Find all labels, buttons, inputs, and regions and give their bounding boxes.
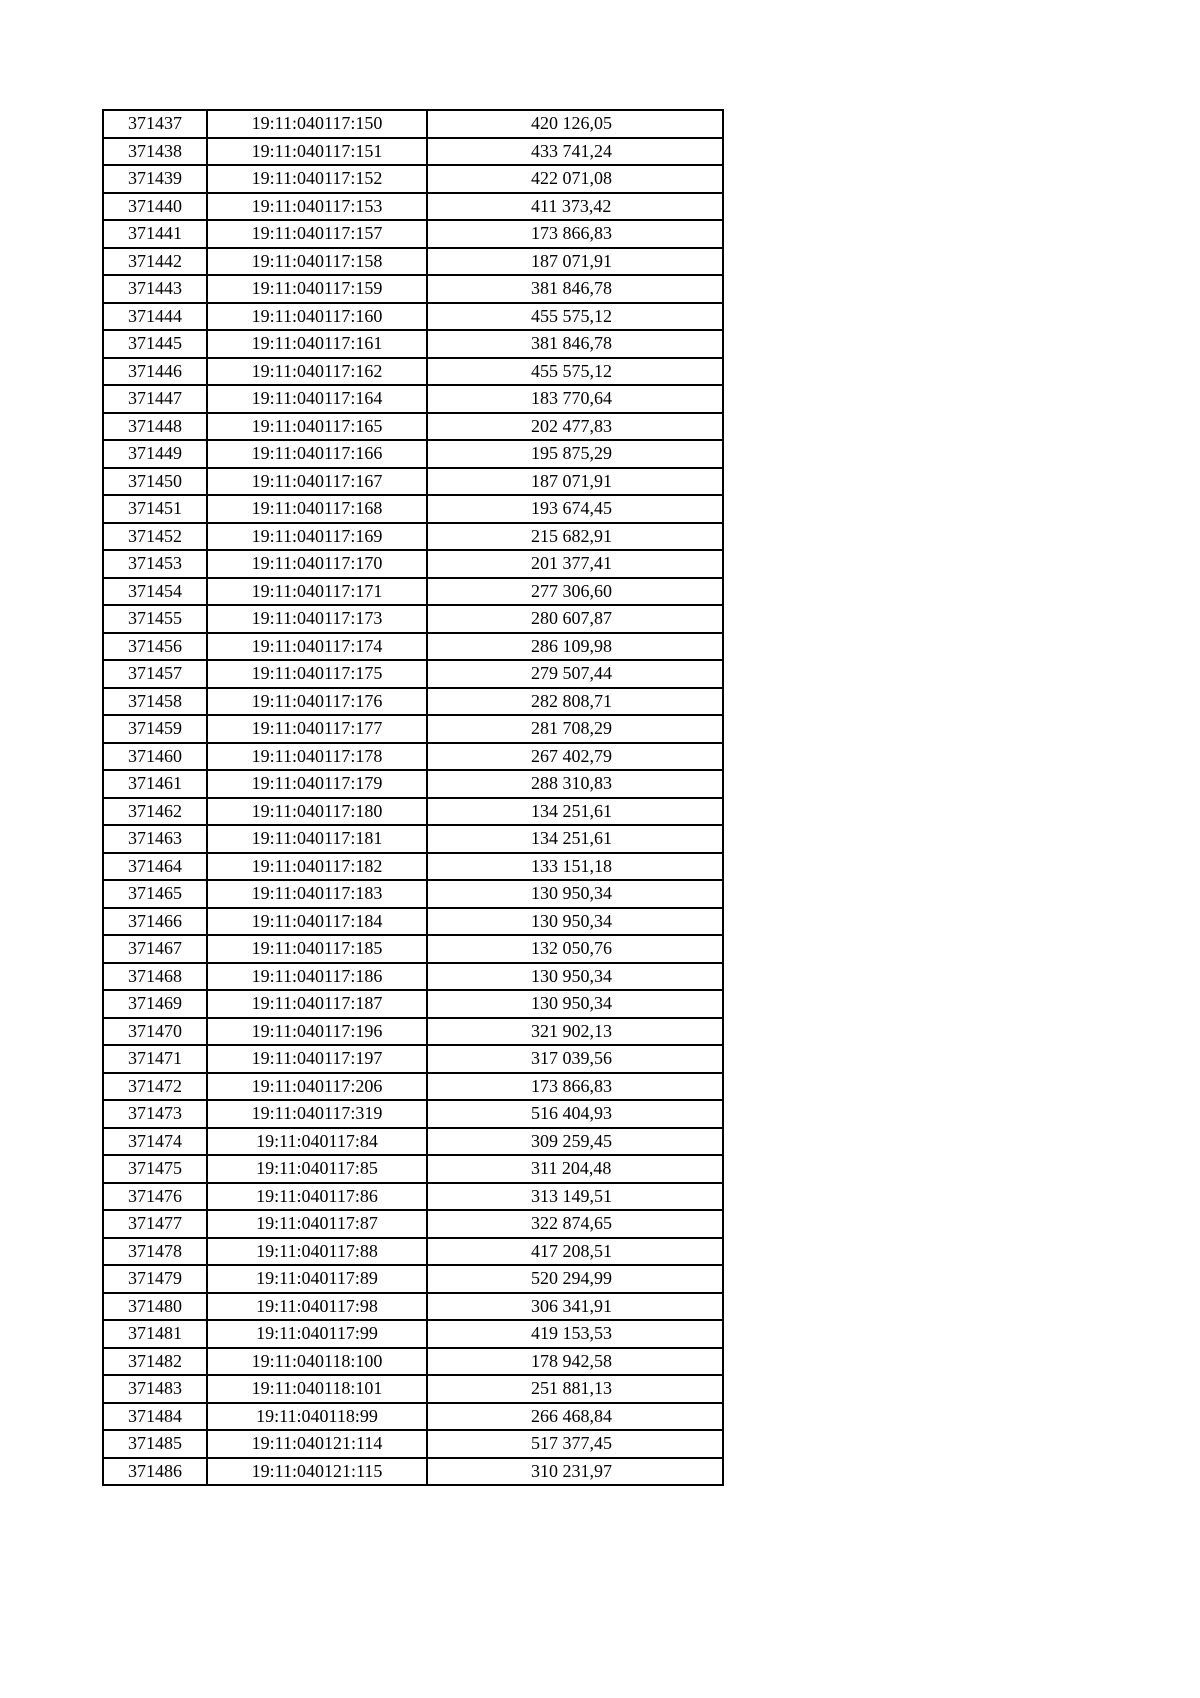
amount-cell: 130 950,34 [427, 908, 723, 936]
table-row [103, 550, 723, 578]
cadastral-number-cell: 19:11:040121:114 [207, 1430, 427, 1458]
table-row [103, 743, 723, 771]
table-row [103, 853, 723, 881]
cadastral-number-cell: 19:11:040117:180 [207, 798, 427, 826]
table-row [103, 688, 723, 716]
table-row [103, 1430, 723, 1458]
amount-cell: 134 251,61 [427, 798, 723, 826]
row-number-cell: 371446 [103, 358, 207, 386]
table-row [103, 990, 723, 1018]
row-number-cell: 371449 [103, 440, 207, 468]
amount-cell: 306 341,91 [427, 1293, 723, 1321]
cadastral-number-cell: 19:11:040117:175 [207, 660, 427, 688]
table-row [103, 468, 723, 496]
cadastral-number-cell: 19:11:040117:160 [207, 303, 427, 331]
row-number-cell: 371454 [103, 578, 207, 606]
cadastral-number-cell: 19:11:040117:169 [207, 523, 427, 551]
row-number-cell: 371461 [103, 770, 207, 798]
amount-cell: 417 208,51 [427, 1238, 723, 1266]
amount-cell: 279 507,44 [427, 660, 723, 688]
row-number-cell: 371484 [103, 1403, 207, 1431]
row-number-cell: 371448 [103, 413, 207, 441]
amount-cell: 195 875,29 [427, 440, 723, 468]
amount-cell: 517 377,45 [427, 1430, 723, 1458]
row-number-cell: 371478 [103, 1238, 207, 1266]
cadastral-number-cell: 19:11:040117:84 [207, 1128, 427, 1156]
table-row [103, 660, 723, 688]
table-row [103, 385, 723, 413]
row-number-cell: 371453 [103, 550, 207, 578]
table-row [103, 440, 723, 468]
row-number-cell: 371460 [103, 743, 207, 771]
amount-cell: 201 377,41 [427, 550, 723, 578]
table-body [103, 110, 723, 1485]
amount-cell: 516 404,93 [427, 1100, 723, 1128]
amount-cell: 321 902,13 [427, 1018, 723, 1046]
table-row [103, 1265, 723, 1293]
row-number-cell: 371452 [103, 523, 207, 551]
amount-cell: 134 251,61 [427, 825, 723, 853]
amount-cell: 381 846,78 [427, 330, 723, 358]
row-number-cell: 371458 [103, 688, 207, 716]
table-row [103, 825, 723, 853]
cadastral-number-cell: 19:11:040117:87 [207, 1210, 427, 1238]
amount-cell: 381 846,78 [427, 275, 723, 303]
cadastral-number-cell: 19:11:040117:174 [207, 633, 427, 661]
cadastral-number-cell: 19:11:040117:162 [207, 358, 427, 386]
amount-cell: 317 039,56 [427, 1045, 723, 1073]
amount-cell: 455 575,12 [427, 358, 723, 386]
table-row [103, 1100, 723, 1128]
cadastral-number-cell: 19:11:040117:181 [207, 825, 427, 853]
cadastral-number-cell: 19:11:040117:183 [207, 880, 427, 908]
table-row [103, 1045, 723, 1073]
cadastral-number-cell: 19:11:040117:150 [207, 110, 427, 138]
cadastral-number-cell: 19:11:040117:86 [207, 1183, 427, 1211]
amount-cell: 133 151,18 [427, 853, 723, 881]
row-number-cell: 371439 [103, 165, 207, 193]
amount-cell: 183 770,64 [427, 385, 723, 413]
cadastral-number-cell: 19:11:040117:196 [207, 1018, 427, 1046]
amount-cell: 281 708,29 [427, 715, 723, 743]
table-row [103, 1183, 723, 1211]
row-number-cell: 371462 [103, 798, 207, 826]
table-row [103, 963, 723, 991]
table-row [103, 1375, 723, 1403]
row-number-cell: 371486 [103, 1458, 207, 1486]
table-row [103, 770, 723, 798]
amount-cell: 178 942,58 [427, 1348, 723, 1376]
cadastral-number-cell: 19:11:040117:164 [207, 385, 427, 413]
table-row [103, 715, 723, 743]
cadastral-number-cell: 19:11:040117:197 [207, 1045, 427, 1073]
cadastral-number-cell: 19:11:040117:178 [207, 743, 427, 771]
table-row [103, 578, 723, 606]
amount-cell: 311 204,48 [427, 1155, 723, 1183]
amount-cell: 411 373,42 [427, 193, 723, 221]
amount-cell: 187 071,91 [427, 468, 723, 496]
table-row [103, 248, 723, 276]
table-row [103, 1320, 723, 1348]
table-row [103, 138, 723, 166]
amount-cell: 288 310,83 [427, 770, 723, 798]
amount-cell: 193 674,45 [427, 495, 723, 523]
cadastral-number-cell: 19:11:040117:170 [207, 550, 427, 578]
row-number-cell: 371459 [103, 715, 207, 743]
amount-cell: 286 109,98 [427, 633, 723, 661]
cadastral-number-cell: 19:11:040117:157 [207, 220, 427, 248]
table-row [103, 275, 723, 303]
amount-cell: 266 468,84 [427, 1403, 723, 1431]
row-number-cell: 371480 [103, 1293, 207, 1321]
row-number-cell: 371442 [103, 248, 207, 276]
data-table [102, 109, 724, 1486]
amount-cell: 433 741,24 [427, 138, 723, 166]
table-row [103, 935, 723, 963]
row-number-cell: 371441 [103, 220, 207, 248]
row-number-cell: 371437 [103, 110, 207, 138]
row-number-cell: 371457 [103, 660, 207, 688]
row-number-cell: 371477 [103, 1210, 207, 1238]
row-number-cell: 371467 [103, 935, 207, 963]
row-number-cell: 371447 [103, 385, 207, 413]
cadastral-number-cell: 19:11:040117:167 [207, 468, 427, 496]
amount-cell: 322 874,65 [427, 1210, 723, 1238]
cadastral-number-cell: 19:11:040117:319 [207, 1100, 427, 1128]
cadastral-number-cell: 19:11:040117:173 [207, 605, 427, 633]
table-row [103, 523, 723, 551]
table-row [103, 880, 723, 908]
row-number-cell: 371466 [103, 908, 207, 936]
amount-cell: 280 607,87 [427, 605, 723, 633]
row-number-cell: 371485 [103, 1430, 207, 1458]
row-number-cell: 371438 [103, 138, 207, 166]
table-row [103, 193, 723, 221]
row-number-cell: 371468 [103, 963, 207, 991]
amount-cell: 282 808,71 [427, 688, 723, 716]
amount-cell: 173 866,83 [427, 220, 723, 248]
table-row [103, 798, 723, 826]
amount-cell: 419 153,53 [427, 1320, 723, 1348]
amount-cell: 215 682,91 [427, 523, 723, 551]
row-number-cell: 371456 [103, 633, 207, 661]
amount-cell: 130 950,34 [427, 963, 723, 991]
table-row [103, 1403, 723, 1431]
row-number-cell: 371482 [103, 1348, 207, 1376]
row-number-cell: 371445 [103, 330, 207, 358]
amount-cell: 313 149,51 [427, 1183, 723, 1211]
cadastral-number-cell: 19:11:040117:177 [207, 715, 427, 743]
row-number-cell: 371481 [103, 1320, 207, 1348]
cadastral-number-cell: 19:11:040117:88 [207, 1238, 427, 1266]
table-row [103, 495, 723, 523]
amount-cell: 187 071,91 [427, 248, 723, 276]
amount-cell: 251 881,13 [427, 1375, 723, 1403]
table-row [103, 165, 723, 193]
cadastral-number-cell: 19:11:040117:176 [207, 688, 427, 716]
row-number-cell: 371443 [103, 275, 207, 303]
amount-cell: 309 259,45 [427, 1128, 723, 1156]
cadastral-number-cell: 19:11:040117:168 [207, 495, 427, 523]
table-row [103, 1458, 723, 1486]
row-number-cell: 371472 [103, 1073, 207, 1101]
cadastral-number-cell: 19:11:040117:182 [207, 853, 427, 881]
cadastral-number-cell: 19:11:040117:166 [207, 440, 427, 468]
table-row [103, 358, 723, 386]
cadastral-number-cell: 19:11:040117:171 [207, 578, 427, 606]
table-row [103, 413, 723, 441]
amount-cell: 132 050,76 [427, 935, 723, 963]
row-number-cell: 371451 [103, 495, 207, 523]
cadastral-number-cell: 19:11:040117:185 [207, 935, 427, 963]
cadastral-number-cell: 19:11:040117:89 [207, 1265, 427, 1293]
row-number-cell: 371463 [103, 825, 207, 853]
table-row [103, 1155, 723, 1183]
row-number-cell: 371470 [103, 1018, 207, 1046]
row-number-cell: 371473 [103, 1100, 207, 1128]
cadastral-number-cell: 19:11:040121:115 [207, 1458, 427, 1486]
table-row [103, 1210, 723, 1238]
row-number-cell: 371469 [103, 990, 207, 1018]
cadastral-number-cell: 19:11:040117:158 [207, 248, 427, 276]
row-number-cell: 371483 [103, 1375, 207, 1403]
amount-cell: 455 575,12 [427, 303, 723, 331]
row-number-cell: 371474 [103, 1128, 207, 1156]
row-number-cell: 371475 [103, 1155, 207, 1183]
table-row [103, 1073, 723, 1101]
cadastral-number-cell: 19:11:040117:159 [207, 275, 427, 303]
cadastral-number-cell: 19:11:040117:151 [207, 138, 427, 166]
cadastral-number-cell: 19:11:040117:152 [207, 165, 427, 193]
cadastral-number-cell: 19:11:040118:100 [207, 1348, 427, 1376]
amount-cell: 420 126,05 [427, 110, 723, 138]
cadastral-number-cell: 19:11:040117:187 [207, 990, 427, 1018]
cadastral-number-cell: 19:11:040117:98 [207, 1293, 427, 1321]
cadastral-number-cell: 19:11:040117:153 [207, 193, 427, 221]
amount-cell: 310 231,97 [427, 1458, 723, 1486]
row-number-cell: 371455 [103, 605, 207, 633]
cadastral-number-cell: 19:11:040117:186 [207, 963, 427, 991]
cadastral-number-cell: 19:11:040118:101 [207, 1375, 427, 1403]
amount-cell: 130 950,34 [427, 990, 723, 1018]
table-row [103, 110, 723, 138]
table-row [103, 303, 723, 331]
row-number-cell: 371465 [103, 880, 207, 908]
cadastral-number-cell: 19:11:040117:85 [207, 1155, 427, 1183]
cadastral-number-cell: 19:11:040118:99 [207, 1403, 427, 1431]
table-row [103, 1018, 723, 1046]
table-row [103, 330, 723, 358]
cadastral-number-cell: 19:11:040117:206 [207, 1073, 427, 1101]
cadastral-number-cell: 19:11:040117:184 [207, 908, 427, 936]
amount-cell: 520 294,99 [427, 1265, 723, 1293]
amount-cell: 202 477,83 [427, 413, 723, 441]
cadastral-number-cell: 19:11:040117:99 [207, 1320, 427, 1348]
row-number-cell: 371440 [103, 193, 207, 221]
row-number-cell: 371444 [103, 303, 207, 331]
amount-cell: 267 402,79 [427, 743, 723, 771]
amount-cell: 277 306,60 [427, 578, 723, 606]
amount-cell: 130 950,34 [427, 880, 723, 908]
amount-cell: 422 071,08 [427, 165, 723, 193]
row-number-cell: 371471 [103, 1045, 207, 1073]
table-row [103, 1293, 723, 1321]
row-number-cell: 371476 [103, 1183, 207, 1211]
row-number-cell: 371450 [103, 468, 207, 496]
cadastral-number-cell: 19:11:040117:161 [207, 330, 427, 358]
table-row [103, 633, 723, 661]
table-row [103, 1348, 723, 1376]
table-row [103, 605, 723, 633]
cadastral-number-cell: 19:11:040117:179 [207, 770, 427, 798]
row-number-cell: 371479 [103, 1265, 207, 1293]
table-row [103, 1238, 723, 1266]
table-row [103, 220, 723, 248]
row-number-cell: 371464 [103, 853, 207, 881]
amount-cell: 173 866,83 [427, 1073, 723, 1101]
cadastral-number-cell: 19:11:040117:165 [207, 413, 427, 441]
table-row [103, 908, 723, 936]
table-row [103, 1128, 723, 1156]
